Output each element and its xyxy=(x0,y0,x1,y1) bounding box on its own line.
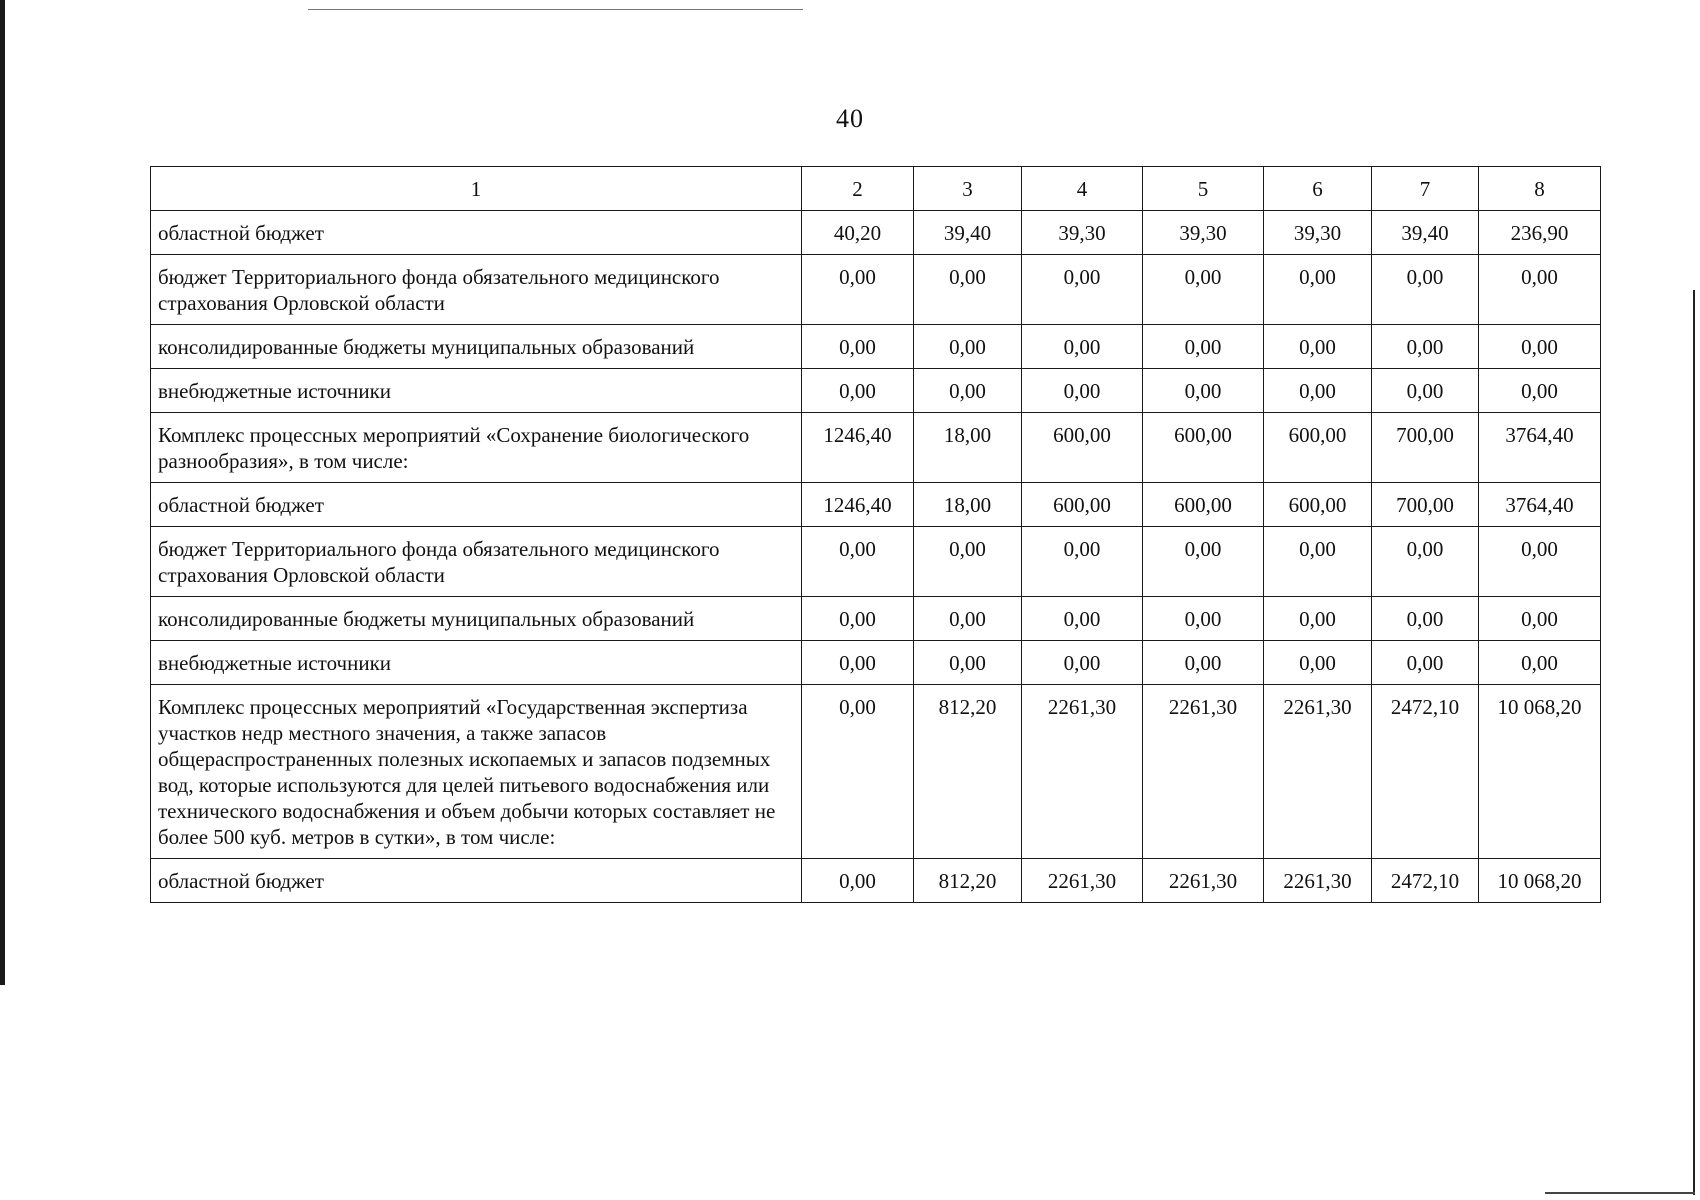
table-header xyxy=(151,167,1601,211)
value-cell: 2261,30 xyxy=(1143,685,1264,859)
value-cell: 39,30 xyxy=(1264,211,1372,255)
value-cell: 0,00 xyxy=(1479,255,1601,325)
value-cell: 0,00 xyxy=(802,859,914,903)
value-cell: 0,00 xyxy=(914,325,1022,369)
value-cell: 0,00 xyxy=(1022,255,1143,325)
value-cell: 0,00 xyxy=(1143,255,1264,325)
budget-table xyxy=(150,166,1601,903)
table-row xyxy=(151,325,1601,369)
scan-edge-right xyxy=(1693,290,1695,1195)
value-cell: 0,00 xyxy=(914,641,1022,685)
value-cell: 0,00 xyxy=(914,597,1022,641)
value-cell: 18,00 xyxy=(914,483,1022,527)
value-cell: 600,00 xyxy=(1264,483,1372,527)
value-cell: 0,00 xyxy=(914,369,1022,413)
value-cell: 0,00 xyxy=(1264,369,1372,413)
value-cell: 0,00 xyxy=(1372,325,1479,369)
value-cell: 0,00 xyxy=(1264,325,1372,369)
row-label: Комплекс процессных мероприятий «Сохранение биологического разнообразия», в том числе: xyxy=(151,413,802,483)
value-cell: 0,00 xyxy=(1264,527,1372,597)
header-cell: 1 xyxy=(151,167,802,211)
value-cell: 0,00 xyxy=(1372,597,1479,641)
value-cell: 3764,40 xyxy=(1479,483,1601,527)
value-cell: 812,20 xyxy=(914,859,1022,903)
header-cell: 5 xyxy=(1143,167,1264,211)
scan-edge-bottom xyxy=(1545,1192,1695,1194)
page-number: 40 xyxy=(836,104,864,133)
value-cell: 0,00 xyxy=(1372,641,1479,685)
value-cell: 0,00 xyxy=(1143,369,1264,413)
value-cell: 0,00 xyxy=(802,685,914,859)
value-cell: 0,00 xyxy=(1143,641,1264,685)
value-cell: 0,00 xyxy=(1479,325,1601,369)
row-label: консолидированные бюджеты муниципальных образований xyxy=(151,597,802,641)
value-cell: 600,00 xyxy=(1264,413,1372,483)
table-row xyxy=(151,483,1601,527)
header-cell: 2 xyxy=(802,167,914,211)
value-cell: 0,00 xyxy=(1479,527,1601,597)
value-cell: 0,00 xyxy=(1022,325,1143,369)
table-row xyxy=(151,413,1601,483)
row-label: бюджет Территориального фонда обязательного медицинского страхования Орловской области xyxy=(151,255,802,325)
value-cell: 39,30 xyxy=(1022,211,1143,255)
value-cell: 0,00 xyxy=(802,369,914,413)
value-cell: 0,00 xyxy=(802,527,914,597)
value-cell: 600,00 xyxy=(1143,483,1264,527)
row-label: областной бюджет xyxy=(151,211,802,255)
table-row xyxy=(151,255,1601,325)
value-cell: 40,20 xyxy=(802,211,914,255)
table-row xyxy=(151,527,1601,597)
header-cell: 4 xyxy=(1022,167,1143,211)
table-row xyxy=(151,641,1601,685)
value-cell: 0,00 xyxy=(1264,255,1372,325)
value-cell: 812,20 xyxy=(914,685,1022,859)
value-cell: 700,00 xyxy=(1372,413,1479,483)
table-row xyxy=(151,859,1601,903)
value-cell: 0,00 xyxy=(1022,597,1143,641)
header-row xyxy=(151,167,1601,211)
value-cell: 0,00 xyxy=(1143,597,1264,641)
row-label: Комплекс процессных мероприятий «Государственная экспертиза участков недр местного значения, а также запасов общераспространенных полезных ископаемых и запасов подземных вод, которые используются для целей питьевого водоснабжения или технического водоснабжения и объем добычи которых составляет не более 500 куб. метров в сутки», в том числе: xyxy=(151,685,802,859)
value-cell: 600,00 xyxy=(1022,483,1143,527)
value-cell: 39,40 xyxy=(1372,211,1479,255)
row-label: внебюджетные источники xyxy=(151,641,802,685)
scan-edge-left xyxy=(0,0,5,985)
value-cell: 18,00 xyxy=(914,413,1022,483)
value-cell: 0,00 xyxy=(914,527,1022,597)
value-cell: 700,00 xyxy=(1372,483,1479,527)
value-cell: 2261,30 xyxy=(1022,685,1143,859)
value-cell: 39,40 xyxy=(914,211,1022,255)
header-cell: 3 xyxy=(914,167,1022,211)
value-cell: 0,00 xyxy=(1479,369,1601,413)
row-label: областной бюджет xyxy=(151,859,802,903)
value-cell: 600,00 xyxy=(1022,413,1143,483)
value-cell: 10 068,20 xyxy=(1479,685,1601,859)
header-cell: 6 xyxy=(1264,167,1372,211)
value-cell: 0,00 xyxy=(914,255,1022,325)
value-cell: 2261,30 xyxy=(1022,859,1143,903)
header-cell: 8 xyxy=(1479,167,1601,211)
value-cell: 2261,30 xyxy=(1264,859,1372,903)
value-cell: 600,00 xyxy=(1143,413,1264,483)
value-cell: 0,00 xyxy=(1372,255,1479,325)
value-cell: 39,30 xyxy=(1143,211,1264,255)
value-cell: 0,00 xyxy=(1479,641,1601,685)
table-row xyxy=(151,597,1601,641)
value-cell: 0,00 xyxy=(1022,641,1143,685)
scan-top-line xyxy=(308,9,803,10)
value-cell: 10 068,20 xyxy=(1479,859,1601,903)
value-cell: 0,00 xyxy=(802,641,914,685)
value-cell: 0,00 xyxy=(1372,527,1479,597)
value-cell: 0,00 xyxy=(1143,527,1264,597)
table-row xyxy=(151,369,1601,413)
value-cell: 0,00 xyxy=(1372,369,1479,413)
row-label: внебюджетные источники xyxy=(151,369,802,413)
table-row xyxy=(151,211,1601,255)
value-cell: 0,00 xyxy=(1479,597,1601,641)
header-cell: 7 xyxy=(1372,167,1479,211)
value-cell: 0,00 xyxy=(802,597,914,641)
value-cell: 236,90 xyxy=(1479,211,1601,255)
value-cell: 0,00 xyxy=(802,255,914,325)
value-cell: 3764,40 xyxy=(1479,413,1601,483)
value-cell: 2472,10 xyxy=(1372,859,1479,903)
value-cell: 0,00 xyxy=(802,325,914,369)
row-label: бюджет Территориального фонда обязательного медицинского страхования Орловской области xyxy=(151,527,802,597)
value-cell: 0,00 xyxy=(1022,527,1143,597)
value-cell: 2261,30 xyxy=(1264,685,1372,859)
value-cell: 2261,30 xyxy=(1143,859,1264,903)
table-body xyxy=(151,211,1601,903)
row-label: консолидированные бюджеты муниципальных образований xyxy=(151,325,802,369)
value-cell: 0,00 xyxy=(1022,369,1143,413)
value-cell: 1246,40 xyxy=(802,483,914,527)
table-row xyxy=(151,685,1601,859)
value-cell: 0,00 xyxy=(1264,597,1372,641)
value-cell: 1246,40 xyxy=(802,413,914,483)
row-label: областной бюджет xyxy=(151,483,802,527)
value-cell: 0,00 xyxy=(1264,641,1372,685)
value-cell: 2472,10 xyxy=(1372,685,1479,859)
value-cell: 0,00 xyxy=(1143,325,1264,369)
